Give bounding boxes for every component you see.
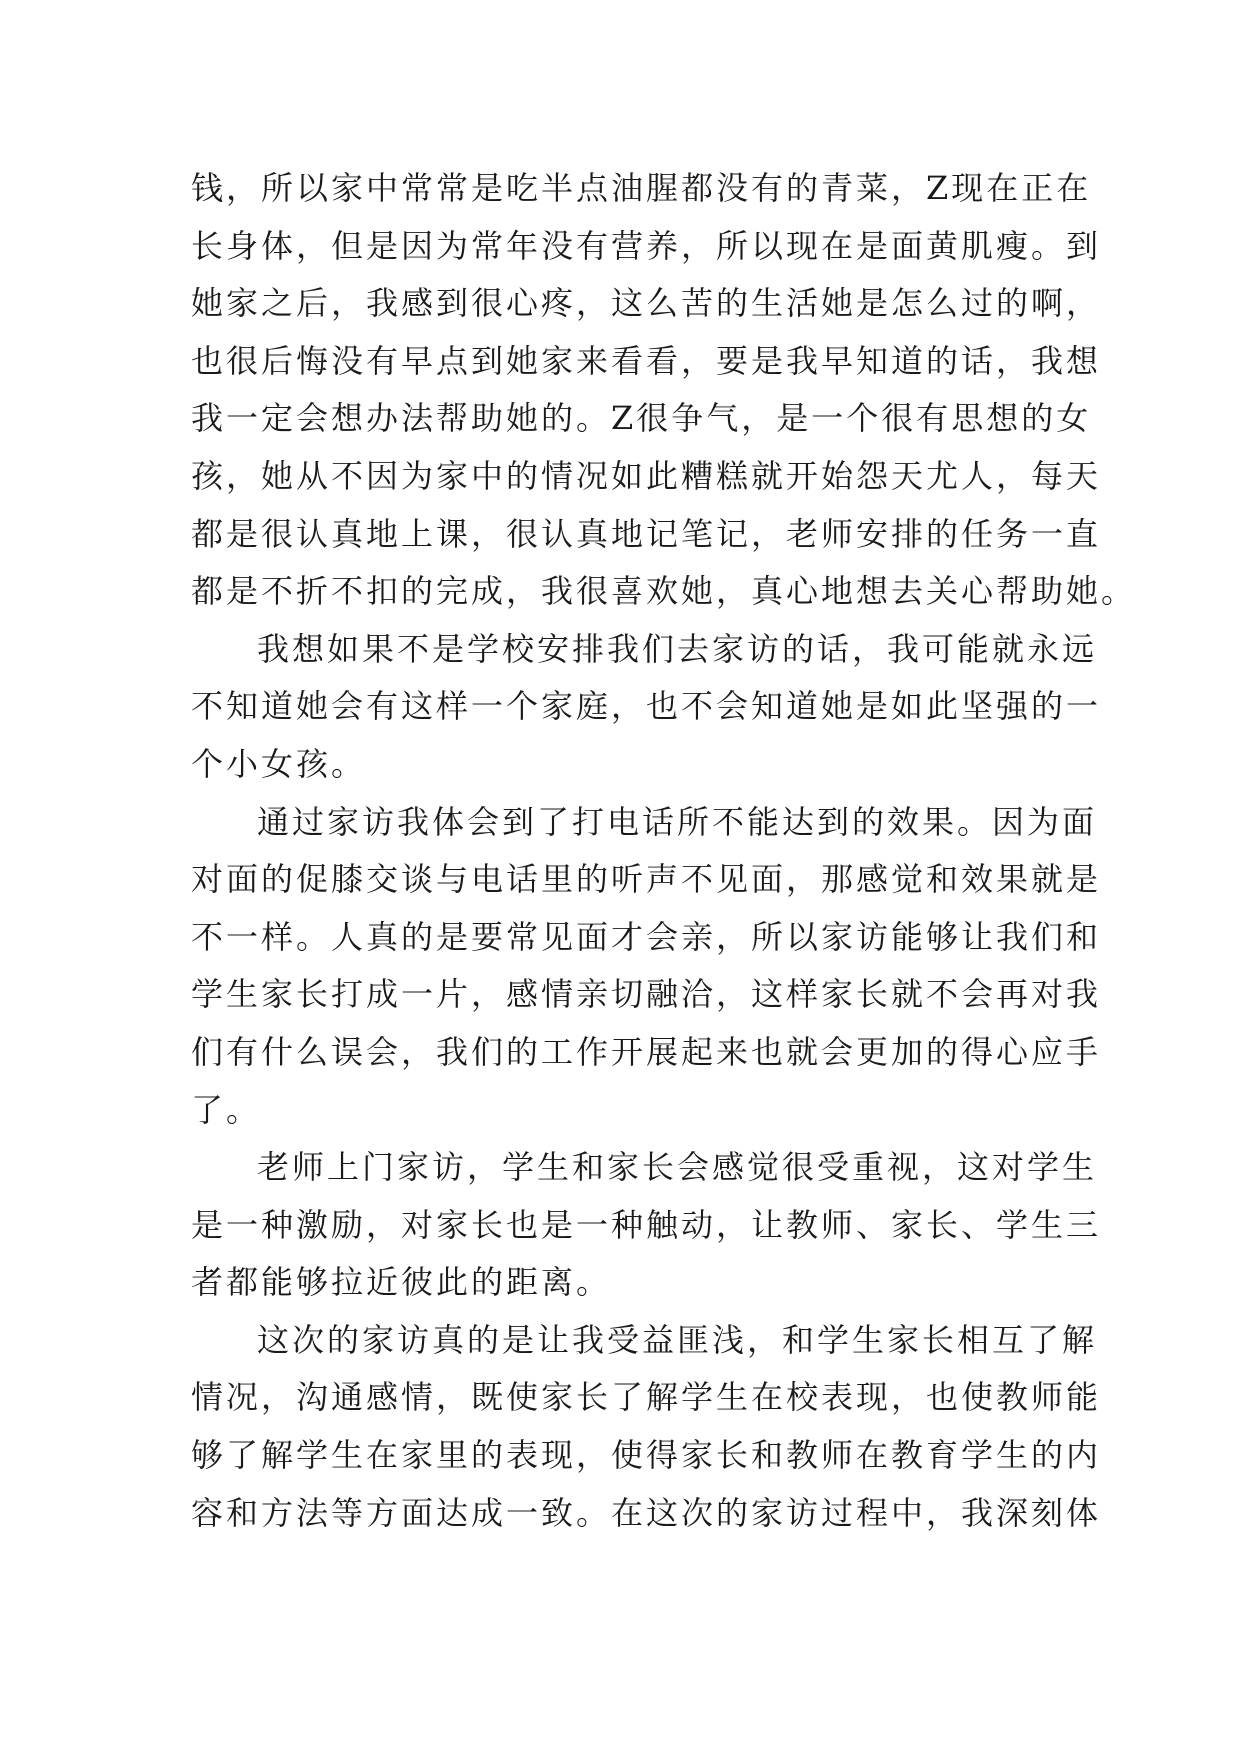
paragraph-3	[191, 794, 1102, 1140]
text-line: 都是很认真地上课，很认真地记笔记，老师安排的任务一直	[191, 514, 1102, 553]
text-line: 是一种激励，对家长也是一种触动，让教师、家长、学生三	[191, 1205, 1102, 1244]
text-line: 这次的家访真的是让我受益匪浅，和学生家长相互了解	[257, 1320, 1098, 1359]
paragraph-5	[191, 1312, 1102, 1542]
text-line: 者都能够拉近彼此的距离。	[191, 1263, 612, 1302]
paragraph-4	[191, 1139, 1102, 1312]
paragraph-2	[191, 621, 1102, 794]
text-line: 对面的促膝交谈与电话里的听声不见面，那感觉和效果就是	[191, 860, 1102, 899]
paragraph-1	[191, 160, 1137, 621]
text-line: 也很后悔没有早点到她家来看看，要是我早知道的话，我想	[191, 341, 1102, 380]
text-line: 容和方法等方面达成一致。在这次的家访过程中，我深刻体	[191, 1493, 1102, 1532]
text-line: 够了解学生在家里的表现，使得家长和教师在教育学生的内	[191, 1436, 1102, 1475]
text-line: 不一样。人真的是要常见面才会亲，所以家访能够让我们和	[191, 917, 1102, 956]
text-line: 学生家长打成一片，感情亲切融洽，这样家长就不会再对我	[191, 975, 1102, 1014]
text-line: 她家之后，我感到很心疼，这么苦的生活她是怎么过的啊，	[191, 284, 1102, 323]
text-line: 钱，所以家中常常是吃半点油腥都没有的青菜，Z现在正在	[191, 169, 1092, 207]
text-line: 个小女孩。	[191, 744, 367, 783]
text-line: 老师上门家访，学生和家长会感觉很受重视，这对学生	[257, 1148, 1098, 1187]
text-line: 通过家访我体会到了打电话所不能达到的效果。因为面	[257, 802, 1098, 841]
text-line: 我想如果不是学校安排我们去家访的话，我可能就永远	[257, 629, 1098, 668]
text-line: 们有什么误会，我们的工作开展起来也就会更加的得心应手	[191, 1032, 1102, 1071]
text-line: 不知道她会有这样一个家庭，也不会知道她是如此坚强的一	[191, 687, 1102, 726]
text-line: 我一定会想办法帮助她的。Z很争气，是一个很有思想的女	[191, 399, 1092, 438]
text-line: 了。	[191, 1090, 262, 1129]
document-body	[191, 160, 1137, 1542]
text-line: 孩，她从不因为家中的情况如此糟糕就开始怨天尤人，每天	[191, 456, 1102, 495]
text-line: 都是不折不扣的完成，我很喜欢她，真心地想去关心帮助她。	[191, 572, 1137, 611]
text-line: 长身体，但是因为常年没有营养，所以现在是面黄肌瘦。到	[191, 226, 1102, 265]
text-line: 情况，沟通感情，既使家长了解学生在校表现，也使教师能	[191, 1378, 1102, 1417]
